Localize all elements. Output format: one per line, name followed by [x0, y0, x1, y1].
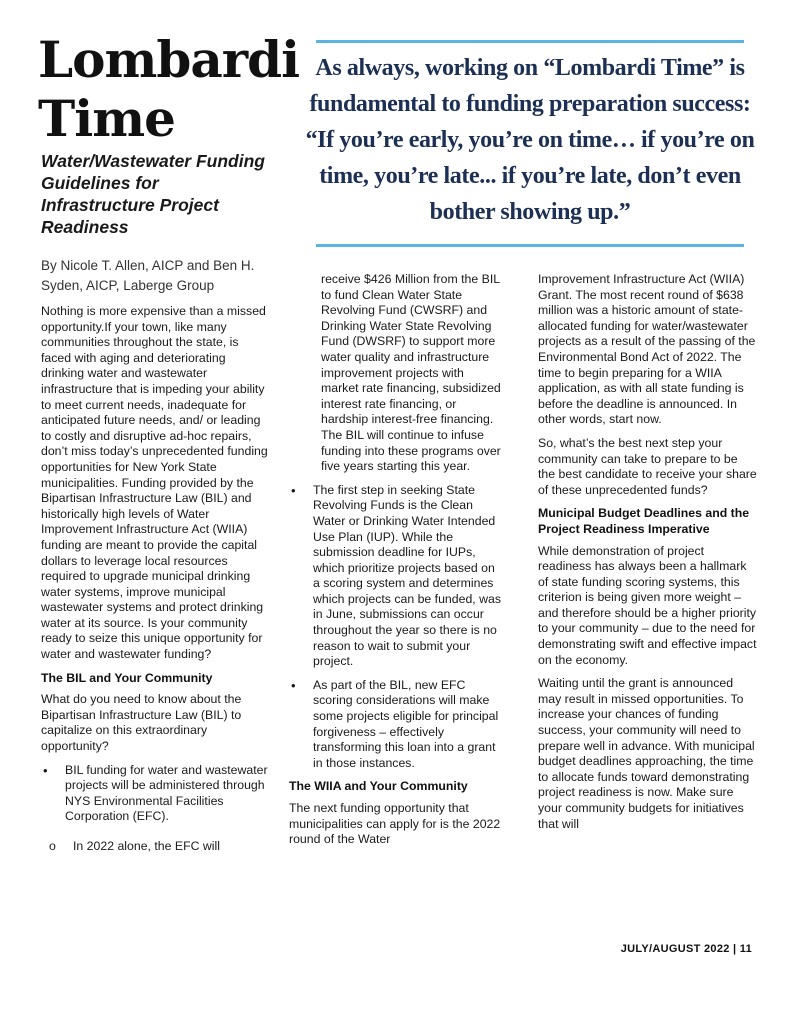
sub-list-item: o In 2022 alone, the EFC will	[49, 839, 220, 853]
list-item: • As part of the BIL, new EFC scoring considerations will make some projects eligible for principal forgiveness – effectively transforming this loan into a grant in those instances.	[289, 678, 501, 772]
list-item: • BIL funding for water and wastewater projects will be administered through NYS Environmental Facilities Corporation (EFC).	[41, 763, 271, 825]
column-3	[538, 272, 758, 840]
column-1	[41, 304, 271, 855]
bullet-list	[289, 483, 501, 772]
pull-quote-bottom-rule	[316, 244, 744, 247]
paragraph: So, what’s the best next step your community can take to prepare to be the best candidate to receive your share of these unprecedented funds?	[538, 435, 757, 497]
pull-quote: As always, working on “Lombardi Time” is fundamental to funding preparation success: “If you’re early, you’re on time… if you’re on time, you’re late... if you’re late, don’t even bother showing up.”	[305, 55, 755, 225]
paragraph: What do you need to know about the Bipartisan Infrastructure Law (BIL) to capitalize on this extraordinary opportunity?	[41, 692, 242, 754]
pull-quote-top-rule	[316, 40, 744, 43]
article-subtitle: Water/Wastewater Funding Guidelines for Infrastructure Project Readiness	[41, 151, 265, 237]
paragraph: Improvement Infrastructure Act (WIIA) Grant. The most recent round of $638 million was a historic amount of state-allocated funding for water/wastewater projects as a result of the passing of the Environmental Bond Act of 2022. The time to begin preparing for a WIIA application, as with all state funding is before the deadline is announced. In other words, start now.	[538, 272, 756, 427]
intro-paragraph: Nothing is more expensive than a missed opportunity.If your town, like many communities throughout the state, is faced with aging and deteriorating drinking water and wastewater infrastructure that is impeding your ability to meet current needs, inadequate for anticipated future needs, and/ or leading to costly and disruptive ad-hoc repairs, don’t miss today’s unprecedented funding opportunities for New York State municipalities. Funding provided by the Bipartisan Infrastructure Law (BIL) and historically high levels of Water Improvement Infrastructure Act (WIIA) funding are meant to provide the capital dollars to leverage local resources required to upgrade municipal drinking water systems, improve municipal wastewater systems and protect drinking water at its source. Is your community ready to seize this unique opportunity for water and wastewater funding?	[41, 304, 268, 662]
section-heading-bil: The BIL and Your Community	[41, 670, 213, 685]
sub-bullet-marker: o	[49, 839, 56, 853]
paragraph: While demonstration of project readiness has always been a hallmark of state funding scoring systems, this criterion is being given more weight – and therefore should be a higher priority to your community – due to the need for demonstrating swift and effective impact on the economy.	[538, 543, 757, 667]
paragraph: The next funding opportunity that municipalities can apply for is the 2022 round of the Water	[289, 801, 501, 847]
section-heading-wiia: The WIIA and Your Community	[289, 779, 468, 794]
sub-list-continuation: receive $426 Million from the BIL to fund Clean Water State Revolving Fund (CWSRF) and Drinking Water State Revolving Fund (DWSRF) to support more water quality and infrastructure improvement projects with market rate financing, subsidized interest rate financing, or hardship interest-free financing. The BIL will continue to infuse funding into these programs over five years starting this year.	[321, 272, 501, 474]
section-heading-budget: Municipal Budget Deadlines and the Project Readiness Imperative	[538, 506, 750, 536]
column-2	[289, 272, 501, 856]
byline: By Nicole T. Allen, AICP and Ben H. Syden, AICP, Laberge Group	[41, 258, 255, 293]
bullet-list	[41, 763, 271, 825]
article-title: Lombardi Time	[38, 30, 300, 148]
paragraph: Waiting until the grant is announced may result in missed opportunities. To increase your chances of funding success, your community will need to prepare well in advance. With municipal budget deadlines approaching, the time to allocate funds toward demonstrating project readiness is now. Make sure your community budgets for initiatives that will	[538, 676, 755, 831]
page-footer: JULY/AUGUST 2022 | 11	[620, 943, 752, 955]
list-item: • The first step in seeking State Revolving Funds is the Clean Water or Drinking Water Intended Use Plan (IUP). While the submission deadline for IUPs, which prioritize projects based on a scoring system and determines which projects can be funded, was in June, submissions can occur throughout the year so there is no reason to wait to submit your project.	[289, 483, 501, 670]
